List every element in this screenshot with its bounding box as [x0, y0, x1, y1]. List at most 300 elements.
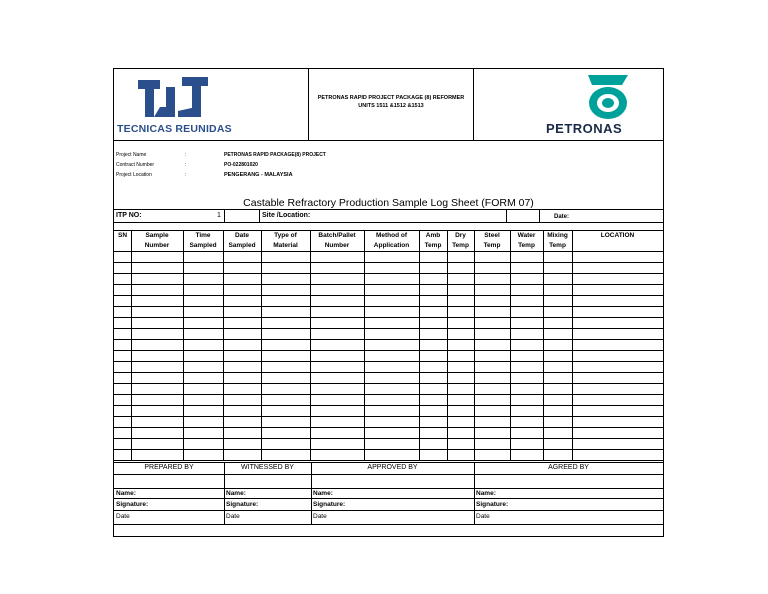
table-cell[interactable]: [184, 406, 222, 416]
table-cell[interactable]: [544, 450, 571, 460]
table-cell[interactable]: [544, 307, 571, 317]
signoff-name-field-1[interactable]: [254, 489, 309, 498]
table-cell[interactable]: [262, 274, 309, 284]
table-cell[interactable]: [365, 428, 418, 438]
column-header-11-line2: Temp: [549, 242, 566, 249]
table-cell[interactable]: [573, 395, 662, 405]
table-cell[interactable]: [184, 351, 222, 361]
form-title: Castable Refractory Production Sample Log Sheet (FORM 07): [243, 197, 534, 209]
table-cell[interactable]: [365, 252, 418, 262]
table-cell[interactable]: [311, 384, 363, 394]
table-cell[interactable]: [544, 296, 571, 306]
table-cell[interactable]: [420, 395, 446, 405]
table-cell[interactable]: [365, 362, 418, 372]
signoff-signature-label-3: Signature:: [476, 501, 509, 508]
table-cell[interactable]: [132, 252, 182, 262]
table-cell[interactable]: [262, 362, 309, 372]
table-cell[interactable]: [573, 307, 662, 317]
table-cell[interactable]: [544, 395, 571, 405]
signoff-signature-field-2[interactable]: [351, 499, 472, 509]
table-cell[interactable]: [262, 373, 309, 383]
table-cell[interactable]: [544, 252, 571, 262]
table-cell[interactable]: [573, 274, 662, 284]
table-cell[interactable]: [448, 384, 473, 394]
itp-value[interactable]: 1: [217, 212, 221, 219]
table-cell[interactable]: [573, 406, 662, 416]
table-cell[interactable]: [448, 296, 473, 306]
table-cell[interactable]: [448, 373, 473, 383]
table-cell[interactable]: [511, 417, 542, 427]
table-cell[interactable]: [365, 450, 418, 460]
table-cell[interactable]: [115, 274, 130, 284]
table-cell[interactable]: [511, 318, 542, 328]
signoff-signature-field-3[interactable]: [514, 499, 661, 509]
table-cell[interactable]: [132, 406, 182, 416]
table-cell[interactable]: [420, 318, 446, 328]
project-name-label: Project Name: [116, 152, 147, 158]
table-cell[interactable]: [184, 318, 222, 328]
table-cell[interactable]: [573, 351, 662, 361]
table-cell[interactable]: [420, 439, 446, 449]
table-cell[interactable]: [573, 450, 662, 460]
table-cell[interactable]: [448, 428, 473, 438]
header-bottom-border: [114, 140, 663, 141]
table-cell[interactable]: [115, 362, 130, 372]
table-cell[interactable]: [115, 340, 130, 350]
table-cell[interactable]: [544, 329, 571, 339]
column-header-5-line2: Number: [324, 242, 350, 249]
signoff-name-field-3[interactable]: [504, 489, 661, 498]
table-cell[interactable]: [115, 384, 130, 394]
table-cell[interactable]: [115, 439, 130, 449]
table-cell[interactable]: [184, 373, 222, 383]
column-header-9-line2: Temp: [483, 242, 501, 249]
table-cell[interactable]: [448, 285, 473, 295]
column-header-4-line1: Type of: [274, 232, 297, 239]
table-cell[interactable]: [420, 252, 446, 262]
table-cell[interactable]: [544, 439, 571, 449]
table-cell[interactable]: [573, 263, 662, 273]
table-cell[interactable]: [224, 406, 260, 416]
table-cell[interactable]: [511, 351, 542, 361]
table-cell[interactable]: [475, 329, 509, 339]
table-cell[interactable]: [544, 263, 571, 273]
table-cell[interactable]: [420, 384, 446, 394]
table-cell[interactable]: [573, 296, 662, 306]
table-cell[interactable]: [511, 263, 542, 273]
table-cell[interactable]: [132, 340, 182, 350]
table-cell[interactable]: [365, 406, 418, 416]
table-cell[interactable]: [262, 296, 309, 306]
table-cell[interactable]: [365, 318, 418, 328]
table-cell[interactable]: [365, 373, 418, 383]
table-cell[interactable]: [448, 329, 473, 339]
table-cell[interactable]: [262, 406, 309, 416]
petronas-logo-icon: [582, 73, 636, 121]
signoff-name-field-2[interactable]: [341, 489, 472, 498]
contract-number-label: Contract Number: [116, 162, 155, 168]
table-cell[interactable]: [475, 439, 509, 449]
table-cell[interactable]: [573, 439, 662, 449]
table-cell[interactable]: [544, 417, 571, 427]
table-cell[interactable]: [511, 428, 542, 438]
table-cell[interactable]: [224, 417, 260, 427]
table-cell[interactable]: [365, 329, 418, 339]
signoff-date-field-1[interactable]: [244, 511, 309, 523]
tr-company-name: TECNICAS REUNIDAS: [117, 123, 232, 135]
table-cell[interactable]: [475, 252, 509, 262]
table-cell[interactable]: [224, 318, 260, 328]
table-cell[interactable]: [184, 417, 222, 427]
date-label: Date:: [554, 214, 570, 220]
signoff-name-field-0[interactable]: [144, 489, 222, 498]
table-cell[interactable]: [311, 373, 363, 383]
table-cell[interactable]: [132, 318, 182, 328]
itp-label: ITP NO:: [116, 212, 142, 219]
table-cell[interactable]: [420, 296, 446, 306]
table-cell[interactable]: [544, 384, 571, 394]
table-cell[interactable]: [448, 439, 473, 449]
table-cell[interactable]: [224, 395, 260, 405]
table-cell[interactable]: [448, 406, 473, 416]
table-cell[interactable]: [448, 395, 473, 405]
table-cell[interactable]: [511, 395, 542, 405]
table-cell[interactable]: [132, 362, 182, 372]
table-cell[interactable]: [115, 296, 130, 306]
table-cell[interactable]: [262, 252, 309, 262]
column-header-7-line1: Amb: [425, 232, 441, 239]
table-cell[interactable]: [420, 329, 446, 339]
table-cell[interactable]: [132, 329, 182, 339]
table-cell[interactable]: [573, 428, 662, 438]
signoff-signature-field-1[interactable]: [264, 499, 309, 509]
table-cell[interactable]: [511, 252, 542, 262]
table-cell[interactable]: [115, 329, 130, 339]
table-cell[interactable]: [573, 362, 662, 372]
table-cell[interactable]: [184, 362, 222, 372]
column-header-5-line1: Batch/Pallet: [318, 232, 356, 239]
table-cell[interactable]: [448, 318, 473, 328]
table-cell[interactable]: [475, 307, 509, 317]
contract-number-sep: :: [185, 162, 187, 168]
table-cell[interactable]: [224, 340, 260, 350]
signoff-date-label-1: Date: [226, 513, 240, 520]
table-cell[interactable]: [448, 351, 473, 361]
table-cell[interactable]: [311, 307, 363, 317]
signoff-date-label-3: Date: [476, 513, 490, 520]
table-cell[interactable]: [311, 263, 363, 273]
table-cell[interactable]: [420, 285, 446, 295]
meta-bottom-border: [114, 222, 663, 223]
table-cell[interactable]: [262, 340, 309, 350]
column-header-1-line1: Sample: [145, 232, 169, 239]
table-cell[interactable]: [475, 340, 509, 350]
table-cell[interactable]: [311, 406, 363, 416]
table-cell[interactable]: [544, 274, 571, 284]
table-cell[interactable]: [132, 263, 182, 273]
signoff-date-field-3[interactable]: [494, 511, 661, 523]
table-cell[interactable]: [115, 285, 130, 295]
table-cell[interactable]: [262, 318, 309, 328]
table-cell[interactable]: [184, 252, 222, 262]
table-cell[interactable]: [224, 296, 260, 306]
table-cell[interactable]: [132, 274, 182, 284]
table-cell[interactable]: [311, 274, 363, 284]
table-cell[interactable]: [184, 395, 222, 405]
column-header-11-line1: Mixing: [547, 232, 568, 239]
table-cell[interactable]: [475, 395, 509, 405]
table-cell[interactable]: [365, 263, 418, 273]
table-cell[interactable]: [475, 318, 509, 328]
table-cell[interactable]: [311, 395, 363, 405]
table-cell[interactable]: [132, 417, 182, 427]
table-cell[interactable]: [448, 307, 473, 317]
table-cell[interactable]: [132, 439, 182, 449]
table-cell[interactable]: [511, 296, 542, 306]
signoff-signature-field-0[interactable]: [154, 499, 222, 509]
table-cell[interactable]: [511, 439, 542, 449]
table-cell[interactable]: [475, 285, 509, 295]
table-cell[interactable]: [224, 384, 260, 394]
table-cell[interactable]: [224, 373, 260, 383]
table-cell[interactable]: [365, 307, 418, 317]
table-cell[interactable]: [573, 252, 662, 262]
table-cell[interactable]: [365, 384, 418, 394]
table-cell[interactable]: [184, 428, 222, 438]
table-cell[interactable]: [224, 428, 260, 438]
table-cell[interactable]: [573, 318, 662, 328]
table-cell[interactable]: [420, 340, 446, 350]
table-cell[interactable]: [544, 373, 571, 383]
table-cell[interactable]: [262, 351, 309, 361]
project-location-value: PENGERANG - MALAYSIA: [224, 172, 293, 178]
signoff-date-field-0[interactable]: [134, 511, 222, 523]
table-cell[interactable]: [365, 439, 418, 449]
table-cell[interactable]: [573, 384, 662, 394]
table-cell[interactable]: [311, 329, 363, 339]
table-cell[interactable]: [224, 307, 260, 317]
signoff-header-3: AGREED BY: [548, 464, 589, 471]
table-cell[interactable]: [262, 450, 309, 460]
table-cell[interactable]: [132, 296, 182, 306]
table-cell[interactable]: [420, 274, 446, 284]
column-header-1-line2: Number: [144, 242, 170, 249]
table-cell[interactable]: [511, 373, 542, 383]
table-cell[interactable]: [132, 395, 182, 405]
table-cell[interactable]: [475, 417, 509, 427]
table-cell[interactable]: [262, 428, 309, 438]
table-cell[interactable]: [573, 285, 662, 295]
table-cell[interactable]: [511, 406, 542, 416]
table-cell[interactable]: [115, 351, 130, 361]
table-cell[interactable]: [184, 296, 222, 306]
table-cell[interactable]: [311, 351, 363, 361]
signoff-top-border: [114, 462, 663, 463]
table-cell[interactable]: [115, 307, 130, 317]
table-cell[interactable]: [262, 329, 309, 339]
table-cell[interactable]: [311, 296, 363, 306]
table-cell[interactable]: [511, 362, 542, 372]
column-header-0-line1: SN: [117, 232, 128, 239]
table-cell[interactable]: [184, 263, 222, 273]
table-cell[interactable]: [475, 263, 509, 273]
table-cell[interactable]: [115, 450, 130, 460]
table-cell[interactable]: [262, 439, 309, 449]
table-cell[interactable]: [511, 329, 542, 339]
project-location-sep: :: [185, 172, 187, 178]
table-cell[interactable]: [224, 351, 260, 361]
table-cell[interactable]: [311, 417, 363, 427]
signoff-date-label-2: Date: [313, 513, 327, 520]
table-cell[interactable]: [420, 417, 446, 427]
signoff-row-border: [114, 474, 663, 475]
table-cell[interactable]: [224, 274, 260, 284]
signoff-date-field-2[interactable]: [331, 511, 472, 523]
table-cell[interactable]: [184, 340, 222, 350]
table-cell[interactable]: [420, 351, 446, 361]
table-cell[interactable]: [420, 373, 446, 383]
table-cell[interactable]: [311, 318, 363, 328]
table-cell[interactable]: [262, 395, 309, 405]
table-cell[interactable]: [184, 329, 222, 339]
table-cell[interactable]: [420, 362, 446, 372]
table-cell[interactable]: [132, 373, 182, 383]
table-cell[interactable]: [544, 351, 571, 361]
table-cell[interactable]: [573, 417, 662, 427]
table-cell[interactable]: [224, 329, 260, 339]
signoff-header-0: PREPARED BY: [144, 464, 194, 471]
table-cell[interactable]: [365, 351, 418, 361]
table-cell[interactable]: [262, 384, 309, 394]
table-cell[interactable]: [448, 417, 473, 427]
signoff-signature-label-0: Signature:: [116, 501, 149, 508]
table-cell[interactable]: [544, 428, 571, 438]
header-divider-right: [473, 69, 474, 140]
table-cell[interactable]: [475, 428, 509, 438]
table-cell[interactable]: [132, 351, 182, 361]
table-cell[interactable]: [224, 263, 260, 273]
table-cell[interactable]: [224, 285, 260, 295]
table-cell[interactable]: [184, 384, 222, 394]
table-cell[interactable]: [365, 274, 418, 284]
table-cell[interactable]: [115, 373, 130, 383]
table-cell[interactable]: [262, 307, 309, 317]
site-location-field[interactable]: [260, 210, 505, 221]
table-cell[interactable]: [365, 340, 418, 350]
table-cell[interactable]: [448, 450, 473, 460]
table-cell[interactable]: [544, 362, 571, 372]
table-cell[interactable]: [511, 307, 542, 317]
table-cell[interactable]: [420, 450, 446, 460]
table-cell[interactable]: [420, 263, 446, 273]
table-cell[interactable]: [311, 252, 363, 262]
table-cell[interactable]: [475, 450, 509, 460]
table-cell[interactable]: [544, 340, 571, 350]
table-cell[interactable]: [365, 395, 418, 405]
table-cell[interactable]: [475, 274, 509, 284]
table-cell[interactable]: [115, 318, 130, 328]
table-cell[interactable]: [115, 417, 130, 427]
table-cell[interactable]: [132, 450, 182, 460]
table-cell[interactable]: [115, 395, 130, 405]
table-cell[interactable]: [224, 450, 260, 460]
meta-divider-4: [539, 209, 540, 222]
table-cell[interactable]: [262, 263, 309, 273]
table-cell[interactable]: [132, 428, 182, 438]
table-cell[interactable]: [184, 439, 222, 449]
table-cell[interactable]: [511, 285, 542, 295]
table-cell[interactable]: [311, 340, 363, 350]
table-cell[interactable]: [311, 450, 363, 460]
table-cell[interactable]: [475, 406, 509, 416]
table-cell[interactable]: [224, 252, 260, 262]
table-cell[interactable]: [448, 340, 473, 350]
table-cell[interactable]: [262, 417, 309, 427]
table-cell[interactable]: [573, 373, 662, 383]
table-cell[interactable]: [184, 307, 222, 317]
table-cell[interactable]: [475, 373, 509, 383]
table-cell[interactable]: [184, 274, 222, 284]
table-cell[interactable]: [511, 340, 542, 350]
table-cell[interactable]: [420, 406, 446, 416]
table-cell[interactable]: [132, 307, 182, 317]
project-name-value: PETRONAS RAPID PACKAGE(8) PROJECT: [224, 152, 326, 158]
date-field[interactable]: [579, 210, 662, 221]
table-cell[interactable]: [544, 318, 571, 328]
table-cell[interactable]: [420, 428, 446, 438]
table-cell[interactable]: [224, 362, 260, 372]
table-cell[interactable]: [115, 406, 130, 416]
table-cell[interactable]: [475, 296, 509, 306]
table-cell[interactable]: [184, 285, 222, 295]
table-cell[interactable]: [365, 417, 418, 427]
table-cell[interactable]: [475, 384, 509, 394]
table-cell[interactable]: [132, 285, 182, 295]
table-cell[interactable]: [511, 274, 542, 284]
table-cell[interactable]: [115, 428, 130, 438]
table-cell[interactable]: [224, 439, 260, 449]
table-cell[interactable]: [365, 285, 418, 295]
table-cell[interactable]: [573, 340, 662, 350]
table-cell[interactable]: [511, 450, 542, 460]
table-cell[interactable]: [573, 329, 662, 339]
table-cell[interactable]: [448, 362, 473, 372]
table-cell[interactable]: [511, 384, 542, 394]
table-cell[interactable]: [311, 362, 363, 372]
table-cell[interactable]: [132, 384, 182, 394]
table-cell[interactable]: [311, 439, 363, 449]
table-cell[interactable]: [448, 263, 473, 273]
table-cell[interactable]: [544, 285, 571, 295]
table-cell[interactable]: [448, 274, 473, 284]
table-cell[interactable]: [475, 351, 509, 361]
table-cell[interactable]: [475, 362, 509, 372]
table-cell[interactable]: [262, 285, 309, 295]
table-cell[interactable]: [544, 406, 571, 416]
table-cell[interactable]: [311, 428, 363, 438]
table-cell[interactable]: [115, 263, 130, 273]
table-cell[interactable]: [184, 450, 222, 460]
table-cell[interactable]: [115, 252, 130, 262]
table-cell[interactable]: [365, 296, 418, 306]
sample-log-form: [113, 68, 664, 537]
table-cell[interactable]: [311, 285, 363, 295]
table-cell[interactable]: [448, 252, 473, 262]
site-location-label: Site /Location:: [262, 212, 311, 219]
table-cell[interactable]: [420, 307, 446, 317]
petronas-company-name: PETRONAS: [546, 121, 623, 136]
column-header-10-line2: Temp: [518, 242, 535, 249]
